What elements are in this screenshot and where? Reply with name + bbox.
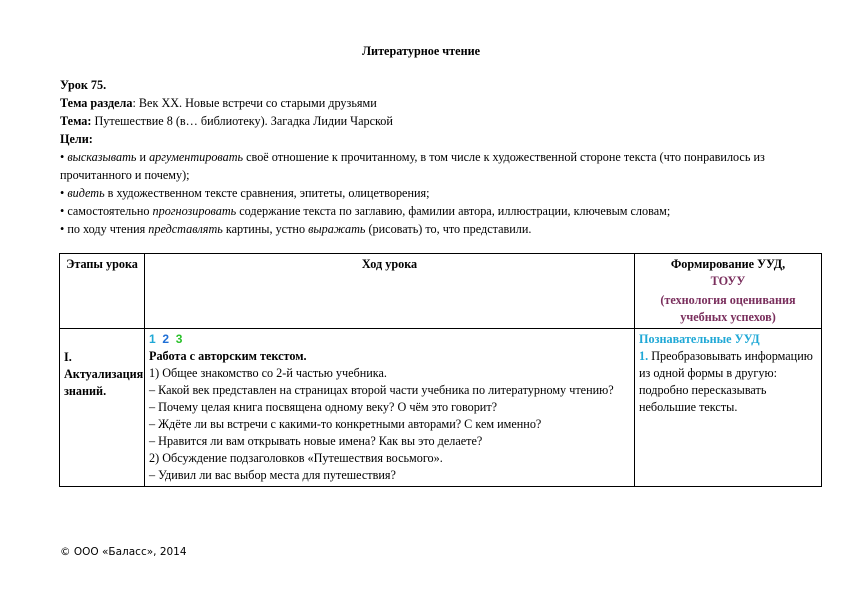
goal-item (60, 184, 790, 202)
touu-description: (технология оценивания учебных успехов) (660, 293, 796, 324)
goal-text: самостоятельно (67, 204, 153, 218)
goal-text: по ходу чтения (67, 222, 149, 236)
course-line: – Какой век представлен на страницах второй части учебника по литературному чтению? (149, 383, 614, 397)
goal-text: содержание текста по заглавию, фамилии автора, иллюстрации, ключевым словам; (236, 204, 671, 218)
uud-number: 1. (639, 349, 649, 363)
course-line: – Удивил ли вас выбор места для путешествия? (149, 468, 396, 482)
copyright-footer: © ООО «Баласс», 2014 (60, 546, 187, 558)
section-topic (60, 94, 790, 112)
step-numbers (149, 331, 630, 348)
course-line: – Ждёте ли вы встречи с какими-то конкретными авторами? С кем именно? (149, 417, 542, 431)
stage-cell: I. Актуализация знаний. (60, 329, 145, 487)
lesson-number: Урок 75. (60, 78, 107, 92)
goal-verb: прогнозировать (152, 204, 237, 218)
goals-label: Цели: (60, 132, 93, 146)
bullet-icon: • (60, 150, 65, 164)
formation-label: Формирование УУД, (670, 257, 786, 271)
goal-text: картины, устно (222, 222, 309, 236)
step-number: 2 (162, 332, 170, 346)
course-line: – Почему целая книга посвящена одному веку? О чём это говорит? (149, 400, 498, 414)
bullet-icon: • (60, 204, 65, 218)
bullet-icon: • (60, 186, 65, 200)
document-title: Литературное чтение (361, 44, 481, 58)
goal-verb: высказывать (67, 150, 137, 164)
course-cell (145, 329, 635, 487)
goal-text: своё отношение к прочитанному, в том числе к художественной стороне текста (что понравилось из прочитанного и почему); (60, 150, 765, 182)
uud-item (639, 348, 817, 416)
goal-item (60, 148, 790, 184)
section-value: : Век XX. Новые встречи со старыми друзьями (132, 96, 377, 110)
table-row (60, 329, 822, 487)
header-stages: Этапы урока (60, 254, 145, 329)
touu-label: ТОУУ (710, 274, 746, 288)
goal-verb: видеть (67, 186, 105, 200)
course-line: 2) Обсуждение подзаголовков «Путешествия восьмого». (149, 451, 443, 465)
table-header-row (60, 254, 822, 329)
goal-verb: выражать (308, 222, 366, 236)
section-label: Тема раздела (60, 96, 133, 110)
uud-title: Познавательные УУД (639, 332, 760, 346)
uud-cell (635, 329, 822, 487)
goal-text: и (136, 150, 150, 164)
lesson-topic (60, 112, 790, 130)
goal-item (60, 220, 790, 238)
lesson-intro (60, 76, 790, 238)
bullet-icon: • (60, 222, 65, 236)
topic-label: Тема: (60, 114, 92, 128)
goal-text: в художественном тексте сравнения, эпитеты, олицетворения; (104, 186, 430, 200)
work-heading: Работа с авторским текстом. (149, 349, 307, 363)
step-number: 3 (175, 332, 183, 346)
header-course: Ход урока (145, 254, 635, 329)
goal-item (60, 202, 790, 220)
topic-value: Путешествие 8 (в… библиотеку). Загадка Лидии Чарской (91, 114, 393, 128)
goal-text: (рисовать) то, что представили. (365, 222, 532, 236)
header-formation (635, 254, 822, 329)
step-number: 1 (149, 332, 156, 346)
course-line: 1) Общее знакомство со 2-й частью учебника. (149, 366, 387, 380)
uud-text: Преобразовывать информацию из одной формы в другую: подробно пересказывать небольшие тексты. (639, 349, 813, 414)
goal-verb: аргументировать (149, 150, 244, 164)
course-line: – Нравится ли вам открывать новые имена? Как вы это делаете? (149, 434, 483, 448)
goal-verb: представлять (148, 222, 223, 236)
lesson-plan-table (59, 253, 822, 487)
